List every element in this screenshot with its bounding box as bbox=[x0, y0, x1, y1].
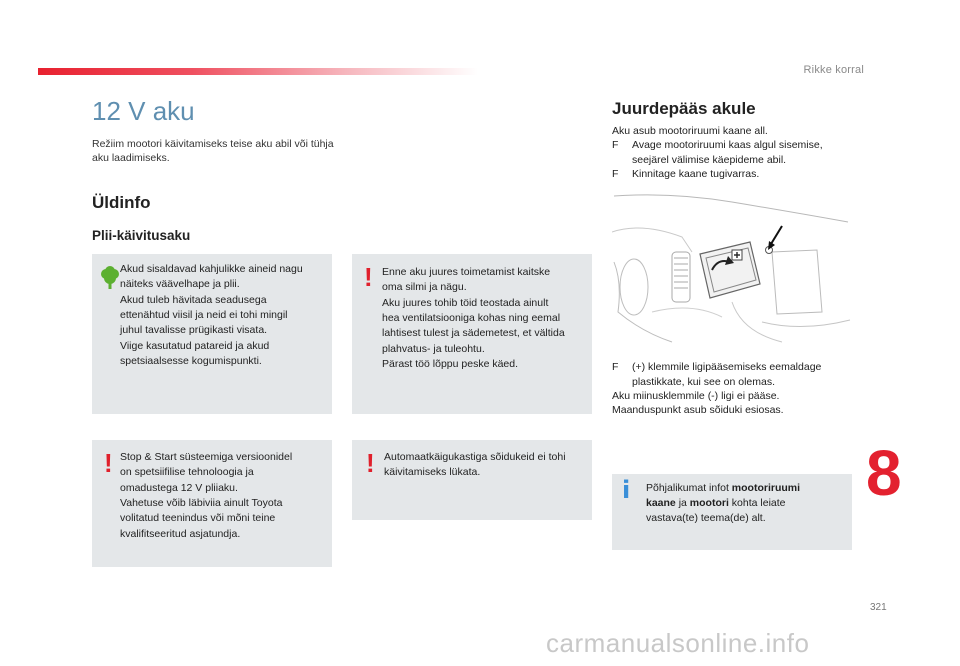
bullet-open-hood-line1: Avage mootoriruumi kaas algul sisemise, bbox=[632, 139, 823, 151]
bullet-glyph: F bbox=[612, 139, 619, 151]
info-bold-text: mootori bbox=[689, 497, 729, 509]
engine-bay-illustration bbox=[612, 192, 852, 354]
battery-access-heading: Juurdepääs akule bbox=[612, 99, 756, 118]
bullet-glyph: F bbox=[612, 168, 619, 180]
environment-note-box bbox=[92, 254, 332, 414]
info-text: Põhjalikumat infot bbox=[646, 482, 732, 494]
warn2-line-6: kvalifitseeritud asjatundja. bbox=[120, 528, 241, 540]
warning-icon: ! bbox=[364, 262, 373, 292]
warn1-line-6: plahvatus- ja tuleohtu. bbox=[382, 343, 485, 355]
stop-start-warning-box bbox=[92, 440, 332, 567]
chapter-number: 8 bbox=[866, 437, 902, 509]
page-number: 321 bbox=[870, 602, 887, 613]
info-bold-text: kaane bbox=[646, 497, 676, 509]
warn1-line-5: lahtisest tulest ja sädemetest, et vältida bbox=[382, 327, 565, 339]
warn1-line-2: oma silmi ja nägu. bbox=[382, 281, 467, 293]
bullet-remove-cover-line1: (+) klemmile ligipääsemiseks eemaldage bbox=[632, 361, 822, 373]
eco-line-4: ettenähtud viisil ja neid ei tohi mingil bbox=[120, 309, 288, 321]
negative-terminal-text: Aku miinusklemmile (-) ligi ei pääse. bbox=[612, 390, 780, 402]
warn3-line-2: käivitamiseks lükata. bbox=[384, 466, 481, 478]
info-text: ja bbox=[675, 497, 690, 509]
bullet-open-hood-line2: seejärel välimise käepideme abil. bbox=[632, 153, 787, 166]
section-heading-general: Üldinfo bbox=[92, 193, 151, 212]
warn2-line-5: volitatud teenindus või mõni teine bbox=[120, 512, 276, 524]
eco-line-7: spetsiaalsesse kogumispunkti. bbox=[120, 355, 262, 367]
safety-warning-box bbox=[352, 254, 592, 414]
page-title: 12 V aku bbox=[92, 96, 195, 126]
warn1-line-3: Aku juures tohib töid teostada ainult bbox=[382, 297, 549, 309]
bullet-secure-prop-text: Kinnitage kaane tugivarras. bbox=[632, 168, 760, 180]
section-label: Rikke korral bbox=[803, 64, 864, 76]
warning-icon: ! bbox=[366, 448, 375, 478]
warn2-line-2: on spetsiifilise tehnoloogia ja bbox=[120, 466, 254, 478]
info-line-3: vastava(te) teema(de) alt. bbox=[646, 512, 766, 524]
bullet-secure-prop bbox=[612, 167, 862, 182]
battery-location-text: Aku asub mootoriruumi kaane all. bbox=[612, 125, 768, 137]
watermark: carmanualsonline.info bbox=[546, 628, 810, 658]
warn1-line-1: Enne aku juures toimetamist kaitske bbox=[382, 266, 551, 278]
warn1-line-7: Pärast töö lõppu peske käed. bbox=[382, 358, 519, 370]
intro-text: Režiim mootori käivitamiseks teise aku abil või tühja aku laadimiseks. bbox=[92, 138, 334, 164]
eco-line-3: Akud tuleb hävitada seadusega bbox=[120, 294, 267, 306]
info-line-2 bbox=[646, 496, 786, 511]
warn3-line-1: Automaatkäigukastiga sõidukeid ei tohi bbox=[384, 451, 566, 463]
header-accent-bar bbox=[38, 68, 478, 75]
bullet-remove-cover bbox=[612, 360, 862, 389]
bullet-remove-cover-line2: plastikkate, kui see on olemas. bbox=[632, 375, 775, 388]
automatic-gearbox-warning-box bbox=[352, 440, 592, 520]
tree-icon bbox=[100, 266, 120, 290]
bullet-glyph: F bbox=[612, 361, 619, 373]
warn1-line-4: hea ventilatsiooniga kohas ning eemal bbox=[382, 312, 561, 324]
ground-point-text: Maanduspunkt asub sõiduki esiosas. bbox=[612, 404, 784, 416]
warning-icon: ! bbox=[104, 448, 113, 478]
eco-line-2: näiteks väävelhape ja plii. bbox=[120, 278, 240, 290]
warn2-line-1: Stop & Start süsteemiga versioonidel bbox=[120, 451, 293, 463]
eco-line-6: Viige kasutatud patareid ja akud bbox=[120, 340, 270, 352]
info-icon: i bbox=[622, 476, 631, 504]
info-line-1 bbox=[646, 481, 800, 496]
warn2-line-3: omadustega 12 V pliiaku. bbox=[120, 482, 238, 494]
eco-line-5: juhul tavalisse prügikasti visata. bbox=[120, 324, 268, 336]
bullet-open-hood bbox=[612, 138, 862, 167]
subheading-lead-battery: Plii-käivitusaku bbox=[92, 228, 191, 243]
eco-line-1: Akud sisaldavad kahjulikke aineid nagu bbox=[120, 263, 303, 275]
info-text: kohta leiate bbox=[728, 497, 786, 509]
warn2-line-4: Vahetuse võib läbiviia ainult Toyota bbox=[120, 497, 283, 509]
info-note-box bbox=[612, 474, 852, 550]
info-bold-text: mootoriruumi bbox=[731, 482, 801, 494]
